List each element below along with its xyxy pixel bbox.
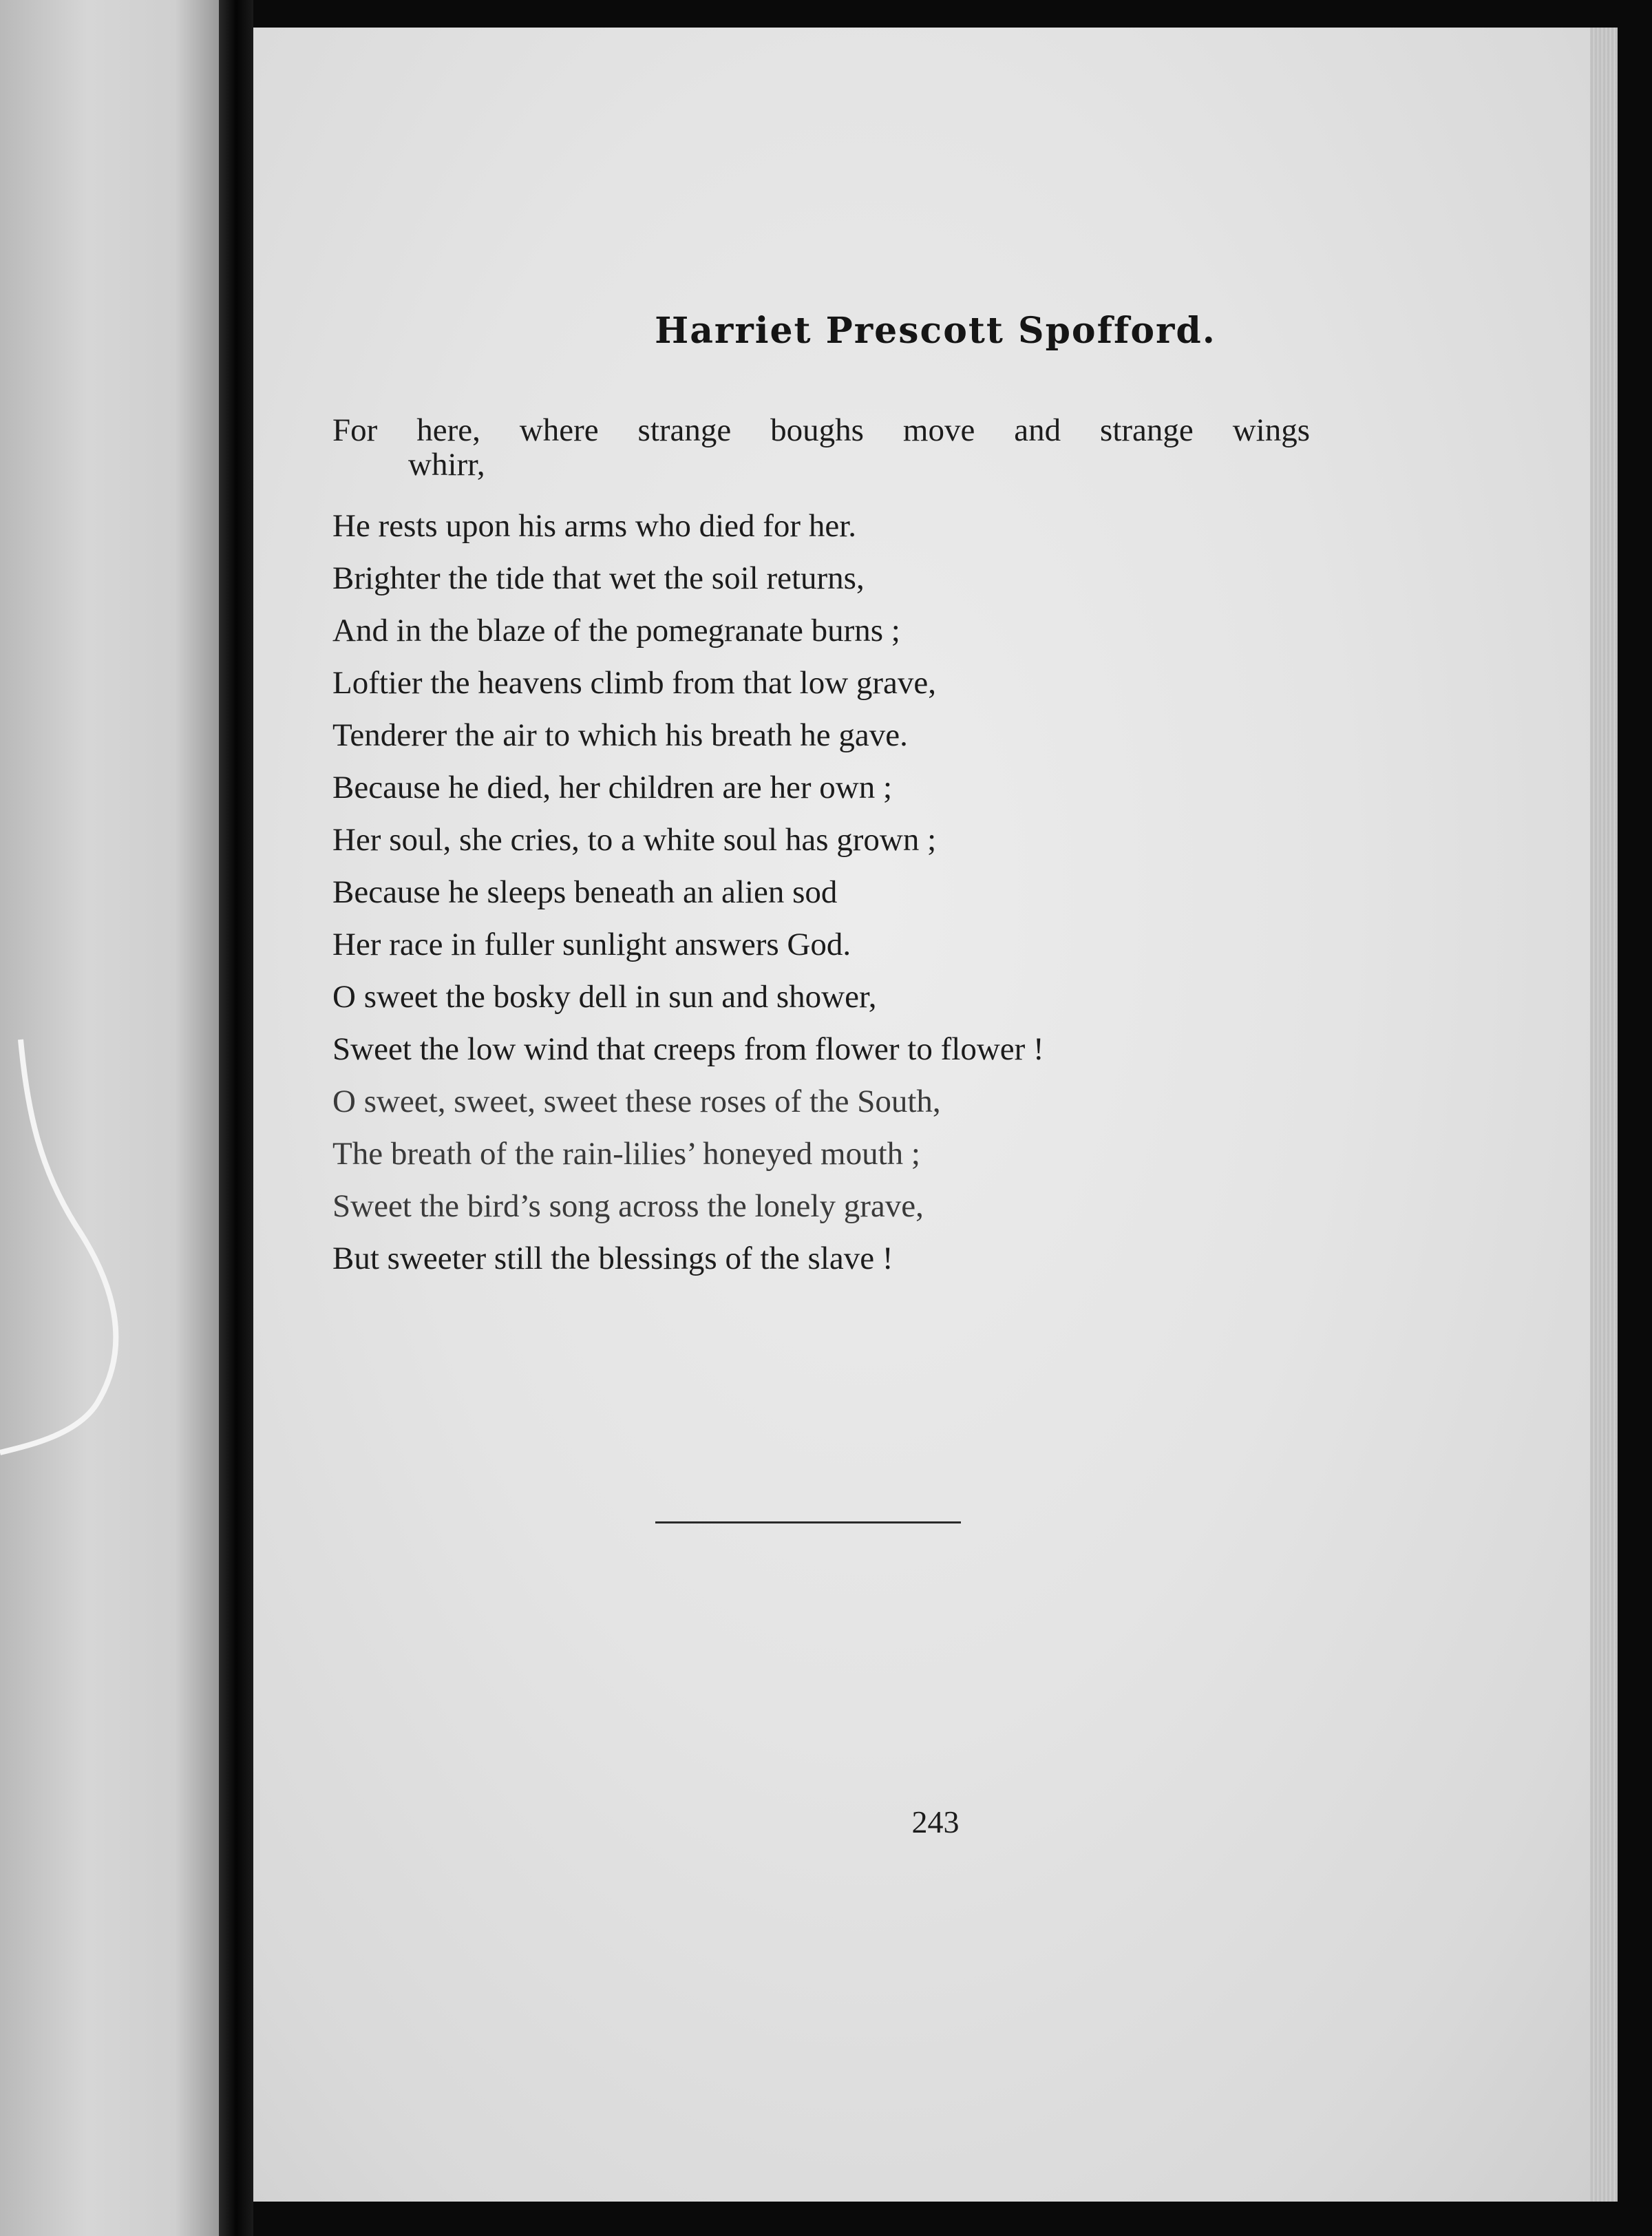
poem-line: Loftier the heavens climb from that low grave, (332, 665, 937, 701)
poem-line-continuation: whirr, (408, 447, 485, 483)
left-page-edge (0, 0, 219, 2236)
author-heading: Harriet Prescott Spofford. (655, 310, 1216, 352)
poem-line: Because he sleeps beneath an alien sod (332, 874, 838, 910)
poem-line: Brighter the tide that wet the soil returns, (332, 560, 865, 596)
page-curl-mark (0, 1033, 138, 1459)
book-gutter (219, 0, 253, 2236)
poem-line: For here, where strange boughs move and strange wings (332, 412, 1310, 448)
page-edge-stack (1590, 28, 1618, 2202)
section-divider-rule (655, 1521, 961, 1523)
poem-line: But sweeter still the blessings of the slave ! (332, 1241, 893, 1276)
poem-line: And in the blaze of the pomegranate burns ; (332, 613, 900, 648)
poem-line: Her race in fuller sunlight answers God. (332, 927, 851, 962)
poem-line: Tenderer the air to which his breath he gave. (332, 717, 908, 753)
poem-line: He rests upon his arms who died for her. (332, 508, 856, 544)
poem-line: Sweet the low wind that creeps from flower to flower ! (332, 1031, 1044, 1067)
page-number: 243 (911, 1804, 960, 1839)
poem-text (332, 413, 1571, 1285)
poem-line: Because he died, her children are her own ; (332, 770, 892, 805)
poem-line: O sweet the bosky dell in sun and shower, (332, 979, 877, 1015)
poem-line: Her soul, she cries, to a white soul has grown ; (332, 822, 937, 858)
poem-line: The breath of the rain-lilies’ honeyed mouth ; (332, 1136, 920, 1172)
book-page (253, 28, 1618, 2202)
poem-line: Sweet the bird’s song across the lonely grave, (332, 1188, 924, 1224)
poem-line: O sweet, sweet, sweet these roses of the South, (332, 1084, 941, 1119)
